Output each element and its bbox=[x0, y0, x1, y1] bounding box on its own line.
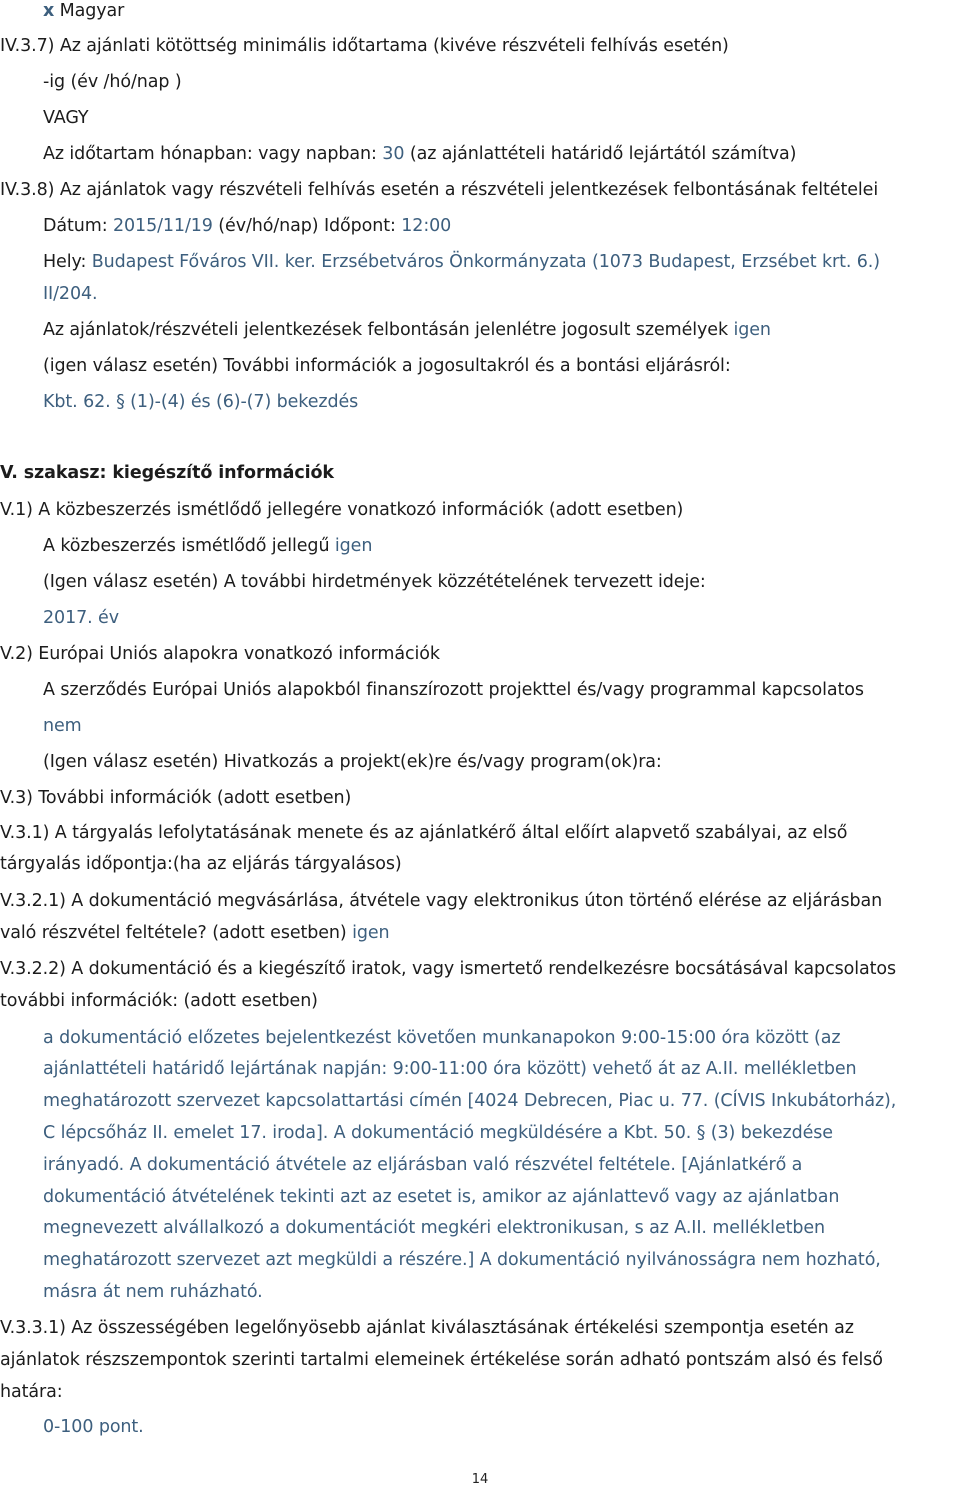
doc-info-p3: meghatározott szervezet kapcsolattartási címén [4024 Debrecen, Piac u. 77. (CÍVIS Inkubátorház), bbox=[43, 1091, 897, 1111]
section-iv-3-8-heading: IV.3.8) Az ajánlatok vagy részvételi felhívás esetén a részvételi jelentkezések felbontásának feltételei bbox=[0, 180, 879, 200]
doc-info-p6: dokumentáció átvételének tekinti azt az esetet is, amikor az ajánlattevő vagy az ajánlatban bbox=[43, 1187, 840, 1207]
doc-info-p4: C lépcsőház II. emelet 17. iroda]. A dokumentáció megküldésére a Kbt. 50. § (3) bekezdése bbox=[43, 1123, 833, 1143]
duration-line bbox=[43, 143, 796, 165]
section-v-3-2-1-line2 bbox=[0, 922, 390, 944]
score-range-value: 0-100 pont. bbox=[43, 1417, 144, 1437]
place-line bbox=[43, 251, 880, 273]
doc-info-p7: megnevezett alvállalkozó a dokumentációt megkéri elektronikusan, s az A.II. mellékletben bbox=[43, 1218, 826, 1238]
language-label: Magyar bbox=[59, 1, 125, 21]
section-v-3-2-2-line2: további információk: (adott esetben) bbox=[0, 991, 318, 1011]
section-v-3-3-1-line1: V.3.3.1) Az összességében legelőnyösebb ajánlat kiválasztásának értékelési szempontja esetén az bbox=[0, 1318, 854, 1338]
attendance-line bbox=[43, 319, 771, 341]
attendance-info-value: Kbt. 62. § (1)-(4) és (6)-(7) bekezdés bbox=[43, 392, 359, 412]
duration-label: Az időtartam hónapban: vagy napban: bbox=[43, 144, 383, 164]
eu-funds-line: A szerződés Európai Uniós alapokból finanszírozott projekttel és/vagy programmal kapcsolatos bbox=[43, 680, 864, 700]
page-number: 14 bbox=[471, 1472, 489, 1487]
next-notice-line: (Igen válasz esetén) A további hirdetmények közzétételének tervezett ideje: bbox=[43, 572, 706, 592]
place-value: Budapest Főváros VII. ker. Erzsébetváros Önkormányzata (1073 Budapest, Erzsébet krt. 6.) bbox=[91, 252, 880, 272]
date-line: -ig (év /hó/nap ) bbox=[43, 72, 182, 92]
doc-condition-label: való részvétel feltétele? (adott esetben) bbox=[0, 923, 353, 943]
section-v-1-heading: V.1) A közbeszerzés ismétlődő jellegére vonatkozó információk (adott esetben) bbox=[0, 500, 684, 520]
section-v-3-2-1-line1: V.3.2.1) A dokumentáció megvásárlása, átvétele vagy elektronikus úton történő elérése az eljárásban bbox=[0, 891, 883, 911]
doc-info-p5: irányadó. A dokumentáció átvétele az eljárásban való részvétel feltétele. [Ajánlatkérő a bbox=[43, 1155, 803, 1175]
recurring-value: igen bbox=[334, 536, 373, 556]
section-v-3-2-2-line1: V.3.2.2) A dokumentáció és a kiegészítő iratok, vagy ismertető rendelkezésre bocsátásával kapcsolatos bbox=[0, 959, 896, 979]
next-notice-value: 2017. év bbox=[43, 608, 119, 628]
recurring-line bbox=[43, 535, 372, 557]
section-v-3-3-1-line3: határa: bbox=[0, 1382, 63, 1402]
section-iv-3-7-heading: IV.3.7) Az ajánlati kötöttség minimális időtartama (kivéve részvételi felhívás esetén) bbox=[0, 36, 729, 56]
or-line: VAGY bbox=[43, 108, 89, 128]
eu-project-line: (Igen válasz esetén) Hivatkozás a projekt(ek)re és/vagy program(ok)ra: bbox=[43, 752, 662, 772]
time-value: 12:00 bbox=[401, 216, 452, 236]
doc-info-p1: a dokumentáció előzetes bejelentkezést követően munkanapokon 9:00-15:00 óra között (az bbox=[43, 1028, 841, 1048]
place-label: Hely: bbox=[43, 252, 92, 272]
section-v-2-heading: V.2) Európai Uniós alapokra vonatkozó információk bbox=[0, 644, 440, 664]
attendance-value: igen bbox=[733, 320, 771, 340]
time-label: (év/hó/nap) Időpont: bbox=[212, 216, 402, 236]
doc-info-p8: meghatározott szervezet azt megküldi a részére.] A dokumentáció nyilvánosságra nem hozható, bbox=[43, 1250, 881, 1270]
eu-funds-value: nem bbox=[43, 716, 82, 736]
opening-date-line bbox=[43, 215, 451, 237]
attendance-info-line: (igen válasz esetén) További információk a jogosultakról és a bontási eljárásról: bbox=[43, 356, 731, 376]
doc-condition-value: igen bbox=[352, 923, 390, 943]
attendance-label: Az ajánlatok/részvételi jelentkezések felbontásán jelenlétre jogosult személyek bbox=[43, 320, 734, 340]
duration-suffix: (az ajánlattételi határidő lejártától számítva) bbox=[404, 144, 797, 164]
doc-info-p9: másra át nem ruházható. bbox=[43, 1282, 263, 1302]
section-v-3-1-line1: V.3.1) A tárgyalás lefolytatásának menete és az ajánlatkérő által előírt alapvető szabályai, az első bbox=[0, 823, 848, 843]
date-value: 2015/11/19 bbox=[112, 216, 213, 236]
checkbox-mark: x bbox=[43, 1, 55, 21]
doc-info-p2: ajánlattételi határidő lejártának napján: 9:00-11:00 óra között) vehető át az A.II. mellékletben bbox=[43, 1059, 857, 1079]
date-label: Dátum: bbox=[43, 216, 113, 236]
recurring-label: A közbeszerzés ismétlődő jellegű bbox=[43, 536, 335, 556]
section-v-3-1-line2: tárgyalás időpontja:(ha az eljárás tárgyalásos) bbox=[0, 854, 402, 874]
section-v-3-3-1-line2: ajánlatok részszempontok szerinti tartalmi elemeinek értékelése során adható pontszám alsó és felső bbox=[0, 1350, 883, 1370]
section-v-heading: V. szakasz: kiegészítő információk bbox=[0, 463, 334, 483]
language-line bbox=[43, 0, 124, 22]
duration-value: 30 bbox=[382, 144, 405, 164]
section-v-3-heading: V.3) További információk (adott esetben) bbox=[0, 788, 352, 808]
place-room: II/204. bbox=[43, 284, 98, 304]
